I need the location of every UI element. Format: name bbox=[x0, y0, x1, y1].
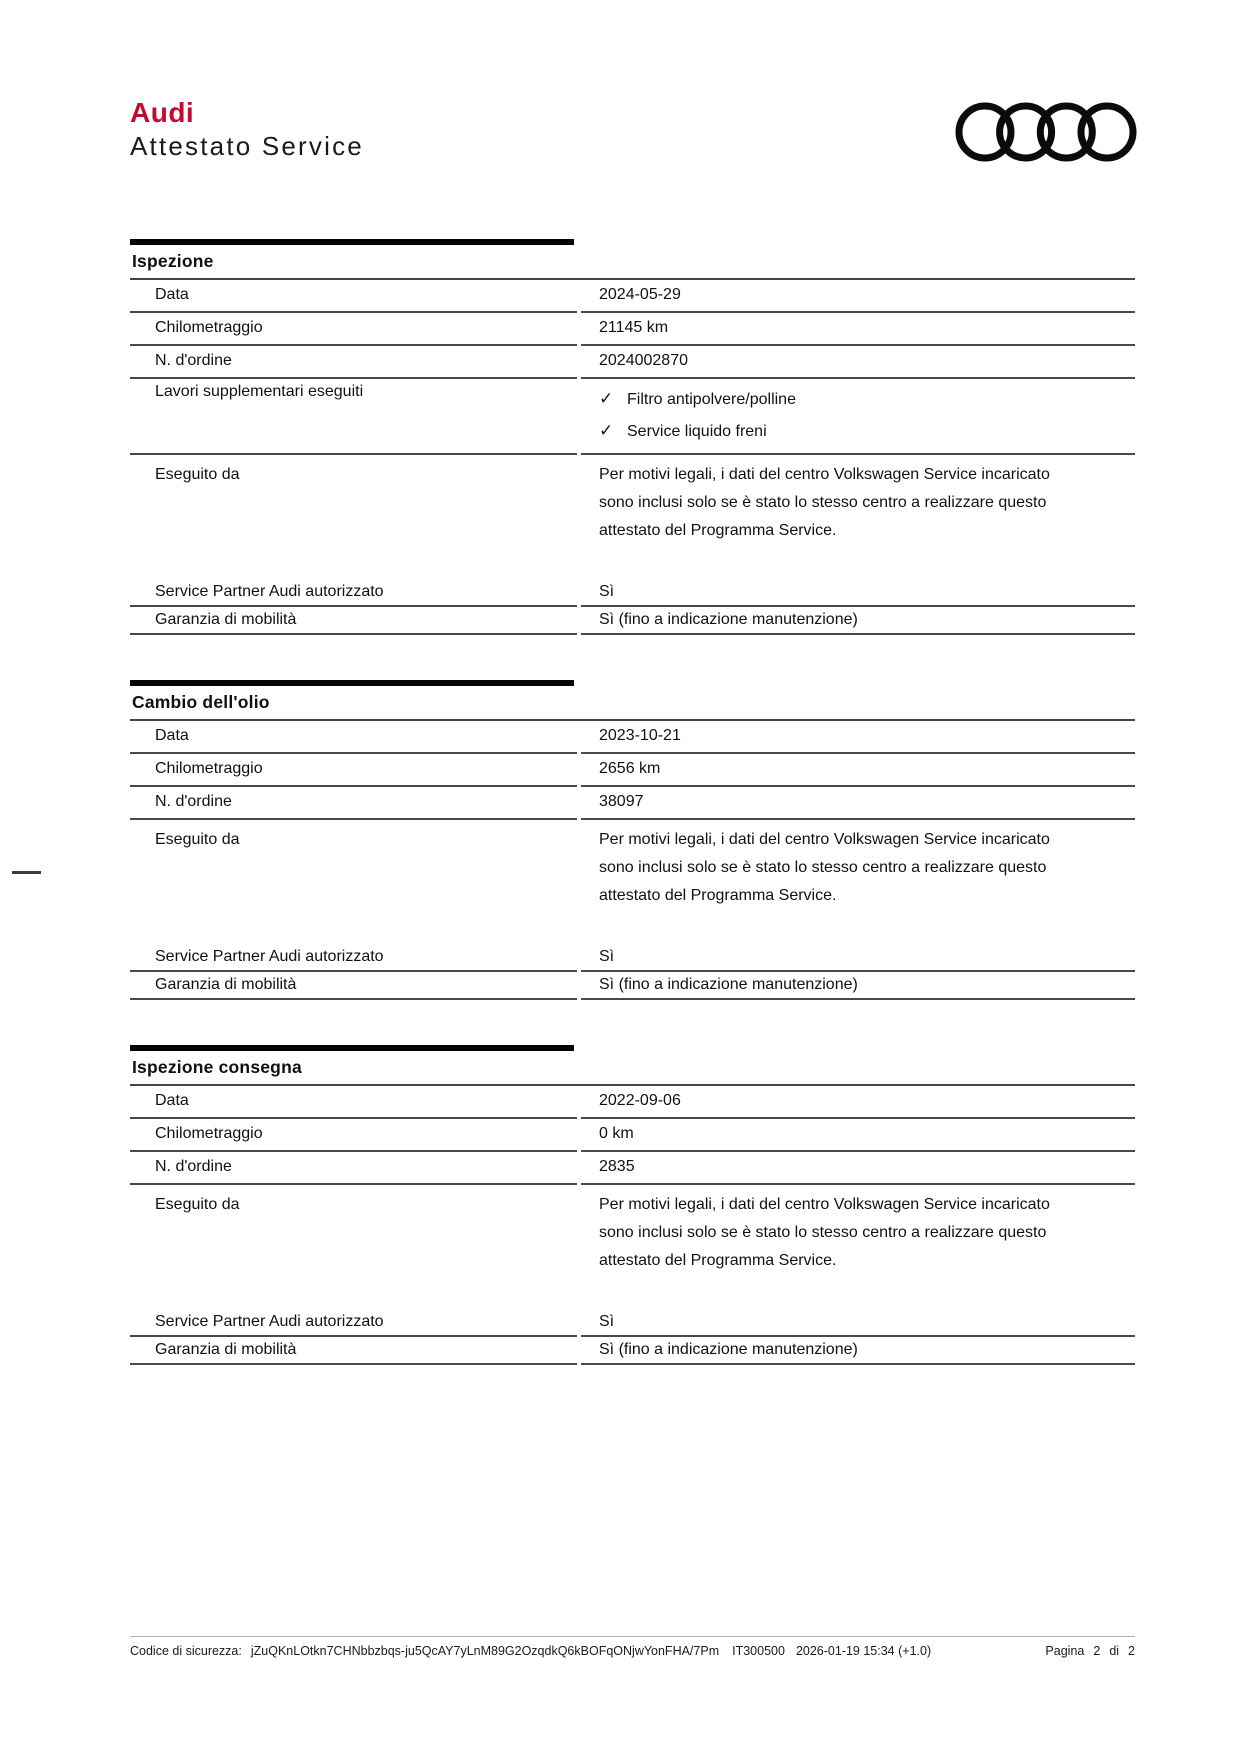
document-header bbox=[130, 0, 1135, 164]
row-value: 38097 bbox=[581, 787, 1135, 820]
security-code-label: Codice di sicurezza: bbox=[130, 1644, 242, 1658]
row-label: Eseguito da bbox=[155, 1196, 240, 1213]
checkmark-icon: ✓ bbox=[599, 389, 614, 408]
row-value: Sì (fino a indicazione manutenzione) bbox=[581, 972, 1135, 1000]
row-value: 2024-05-29 bbox=[581, 280, 1135, 313]
table-row-order-number bbox=[130, 787, 1135, 820]
page-total: 2 bbox=[1128, 1644, 1135, 1658]
section-title: Ispezione bbox=[132, 251, 214, 271]
legal-text-line: attestato del Programma Service. bbox=[599, 1252, 837, 1269]
section-ispezione-consegna bbox=[130, 1045, 1135, 1365]
document-title: Attestato Service bbox=[130, 131, 364, 161]
row-value bbox=[581, 1185, 1135, 1309]
table-row-performed-by bbox=[130, 455, 1135, 579]
legal-text-line: attestato del Programma Service. bbox=[599, 522, 837, 539]
security-code-line bbox=[130, 1644, 931, 1658]
table-row-order-number bbox=[130, 346, 1135, 379]
section-title: Cambio dell'olio bbox=[132, 692, 270, 712]
page-of-label: di bbox=[1109, 1644, 1120, 1658]
legal-text-line: attestato del Programma Service. bbox=[599, 887, 837, 904]
legal-text-line: sono inclusi solo se è stato lo stesso centro a realizzare questo bbox=[599, 859, 1047, 876]
legal-text-line: Per motivi legali, i dati del centro Volkswagen Service incaricato bbox=[599, 1196, 1050, 1213]
table-row-mobility-warranty bbox=[130, 607, 1135, 635]
page-indicator bbox=[1045, 1644, 1135, 1658]
row-label: N. d'ordine bbox=[130, 346, 577, 379]
row-label: Data bbox=[130, 721, 577, 754]
section-title: Ispezione consegna bbox=[132, 1057, 302, 1077]
row-label: Garanzia di mobilità bbox=[130, 1337, 577, 1365]
table-row-additional-works bbox=[130, 379, 1135, 455]
row-value: 21145 km bbox=[581, 313, 1135, 346]
legal-text-line: Per motivi legali, i dati del centro Volkswagen Service incaricato bbox=[599, 466, 1050, 483]
section-cambio-olio bbox=[130, 680, 1135, 1000]
document-code: IT300500 bbox=[732, 1644, 785, 1658]
generated-timestamp: 2026-01-19 15:34 (+1.0) bbox=[795, 1644, 932, 1658]
table-row-mobility-warranty bbox=[130, 1337, 1135, 1365]
row-value: Sì (fino a indicazione manutenzione) bbox=[581, 1337, 1135, 1365]
row-label: Service Partner Audi autorizzato bbox=[130, 1309, 577, 1337]
table-row-service-partner bbox=[130, 1309, 1135, 1337]
page-label: Pagina bbox=[1045, 1644, 1085, 1658]
checkmark-icon: ✓ bbox=[599, 421, 614, 440]
row-value: 2656 km bbox=[581, 754, 1135, 787]
table-row-service-partner bbox=[130, 944, 1135, 972]
section-table bbox=[130, 1084, 1135, 1365]
legal-text-line: Per motivi legali, i dati del centro Volkswagen Service incaricato bbox=[599, 831, 1050, 848]
row-label: Data bbox=[130, 280, 577, 313]
row-label: Eseguito da bbox=[155, 466, 240, 483]
row-value: Sì bbox=[581, 1309, 1135, 1337]
row-label: Garanzia di mobilità bbox=[130, 607, 577, 635]
section-table bbox=[130, 278, 1135, 635]
page-footer bbox=[130, 1636, 1135, 1658]
row-value bbox=[581, 379, 1135, 455]
row-value: 2022-09-06 bbox=[581, 1086, 1135, 1119]
table-row-service-partner bbox=[130, 579, 1135, 607]
row-label: Chilometraggio bbox=[130, 313, 577, 346]
row-value: 2835 bbox=[581, 1152, 1135, 1185]
section-ispezione bbox=[130, 239, 1135, 635]
section-table bbox=[130, 719, 1135, 1000]
row-value: Sì bbox=[581, 944, 1135, 972]
table-row-order-number bbox=[130, 1152, 1135, 1185]
table-row-mobility-warranty bbox=[130, 972, 1135, 1000]
legal-text-line: sono inclusi solo se è stato lo stesso centro a realizzare questo bbox=[599, 1224, 1047, 1241]
row-label: Chilometraggio bbox=[130, 1119, 577, 1152]
row-label: Service Partner Audi autorizzato bbox=[130, 579, 577, 607]
row-value bbox=[581, 455, 1135, 579]
check-item-label: Filtro antipolvere/polline bbox=[627, 391, 796, 408]
brand-title: Audi bbox=[130, 97, 195, 128]
table-row-date bbox=[130, 1086, 1135, 1119]
table-row-mileage bbox=[130, 1119, 1135, 1152]
table-row-mileage bbox=[130, 313, 1135, 346]
check-item-label: Service liquido freni bbox=[627, 423, 767, 440]
check-item bbox=[599, 415, 1135, 447]
row-label: N. d'ordine bbox=[130, 1152, 577, 1185]
table-row-performed-by bbox=[130, 820, 1135, 944]
security-code: jZuQKnLOtkn7CHNbbzbqs-ju5QcAY7yLnM89G2OzqdkQ6kBOFqONjwYonFHA/7Pm bbox=[250, 1644, 720, 1658]
check-item bbox=[599, 383, 1135, 415]
row-label: N. d'ordine bbox=[130, 787, 577, 820]
legal-text-line: sono inclusi solo se è stato lo stesso centro a realizzare questo bbox=[599, 494, 1047, 511]
row-value: Sì bbox=[581, 579, 1135, 607]
fold-mark bbox=[12, 871, 41, 874]
row-label: Service Partner Audi autorizzato bbox=[130, 944, 577, 972]
table-row-performed-by bbox=[130, 1185, 1135, 1309]
row-label: Garanzia di mobilità bbox=[130, 972, 577, 1000]
row-label: Chilometraggio bbox=[130, 754, 577, 787]
row-label: Data bbox=[130, 1086, 577, 1119]
page-number: 2 bbox=[1093, 1644, 1101, 1658]
row-label: Eseguito da bbox=[155, 831, 240, 848]
row-value: Sì (fino a indicazione manutenzione) bbox=[581, 607, 1135, 635]
row-value: 2023-10-21 bbox=[581, 721, 1135, 754]
table-row-date bbox=[130, 280, 1135, 313]
table-row-date bbox=[130, 721, 1135, 754]
table-row-mileage bbox=[130, 754, 1135, 787]
row-value bbox=[581, 820, 1135, 944]
row-label: Lavori supplementari eseguiti bbox=[130, 379, 577, 455]
row-value: 2024002870 bbox=[581, 346, 1135, 379]
row-value: 0 km bbox=[581, 1119, 1135, 1152]
